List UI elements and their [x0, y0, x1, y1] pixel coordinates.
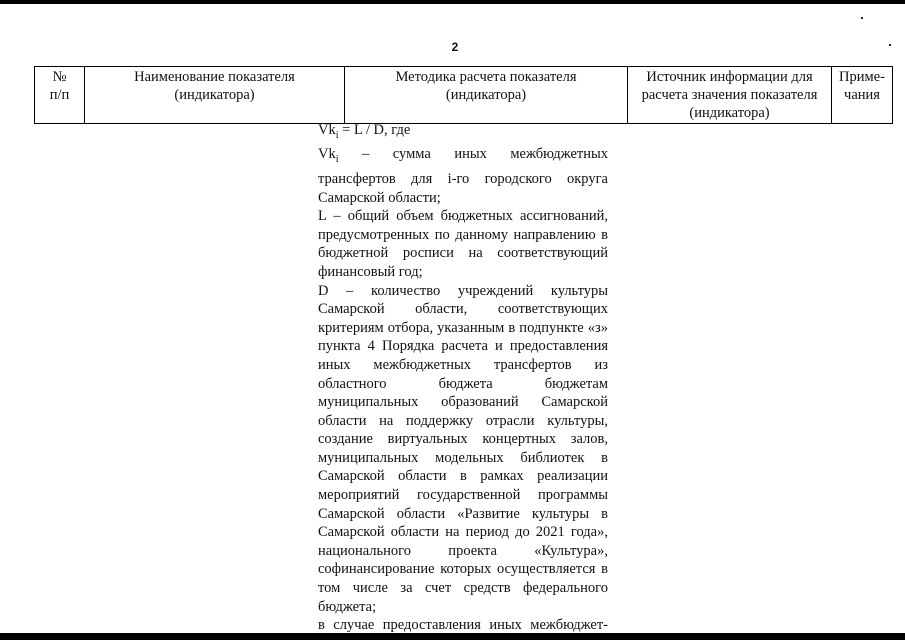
formula-subscript: i — [335, 129, 339, 141]
continuation-line: в случае предоставления иных межбюджет- — [318, 617, 608, 634]
column-header-indicator-name-label: Наименование показателя (индикатора) — [134, 69, 295, 103]
table-header-row — [35, 67, 893, 124]
definition-l: L – общий объем бюджетных ассигнований, предусмотренных по данному направлению в бюджетной росписи на соответствующий финансовый год; — [318, 208, 608, 280]
column-header-number — [35, 67, 85, 124]
definition-vk-subscript: i — [335, 154, 339, 166]
formula-rest: = L / D, где — [338, 122, 411, 138]
page-number: 2 — [451, 40, 459, 54]
column-header-notes-label: Приме- чания — [839, 69, 885, 103]
column-header-methodology-label: Методика расчета показателя (индикатора) — [395, 69, 577, 103]
definition-vk — [318, 145, 608, 207]
column-header-number-label: № п/п — [49, 69, 70, 103]
column-header-methodology — [345, 67, 628, 124]
scan-speck — [861, 17, 863, 19]
scan-speck — [889, 44, 891, 46]
column-header-source — [628, 67, 832, 124]
definition-d: D – количество учреждений культуры Самарской области, соответствующих критериям отбора, указанным в подпункте «з» пункта 4 Порядка расчета и предоставления иных межбюджетных трансфертов из областного бюджета бюджетам муниципальных образований Самарской области на поддержку отрасли культуры, создание виртуальных концертных залов, муниципальных модельных библиотек в Самарской области в рамках реализации мероприятий государственной программы Самарской области «Развитие культуры в Самарской области на период до 2021 года», национального проекта «Культура», софинансирование которых осуществляется в том числе за счет средств федерального бюджета; — [318, 282, 608, 615]
definition-vk-term: Vk — [318, 146, 336, 163]
column-header-notes — [832, 67, 893, 124]
scan-bottom-edge — [0, 633, 905, 640]
definition-vk-text: – сумма иных межбюджетных трансфертов для i-го городского округа Самарской области; — [318, 146, 608, 206]
formula-symbol: Vk — [318, 122, 336, 138]
table-header — [34, 66, 893, 124]
column-header-source-label: Источник информации для расчета значения показателя (индикатора) — [641, 69, 818, 121]
scan-top-edge — [0, 0, 905, 4]
formula-line — [318, 121, 608, 145]
methodology-text — [318, 121, 608, 635]
column-header-indicator-name — [85, 67, 345, 124]
